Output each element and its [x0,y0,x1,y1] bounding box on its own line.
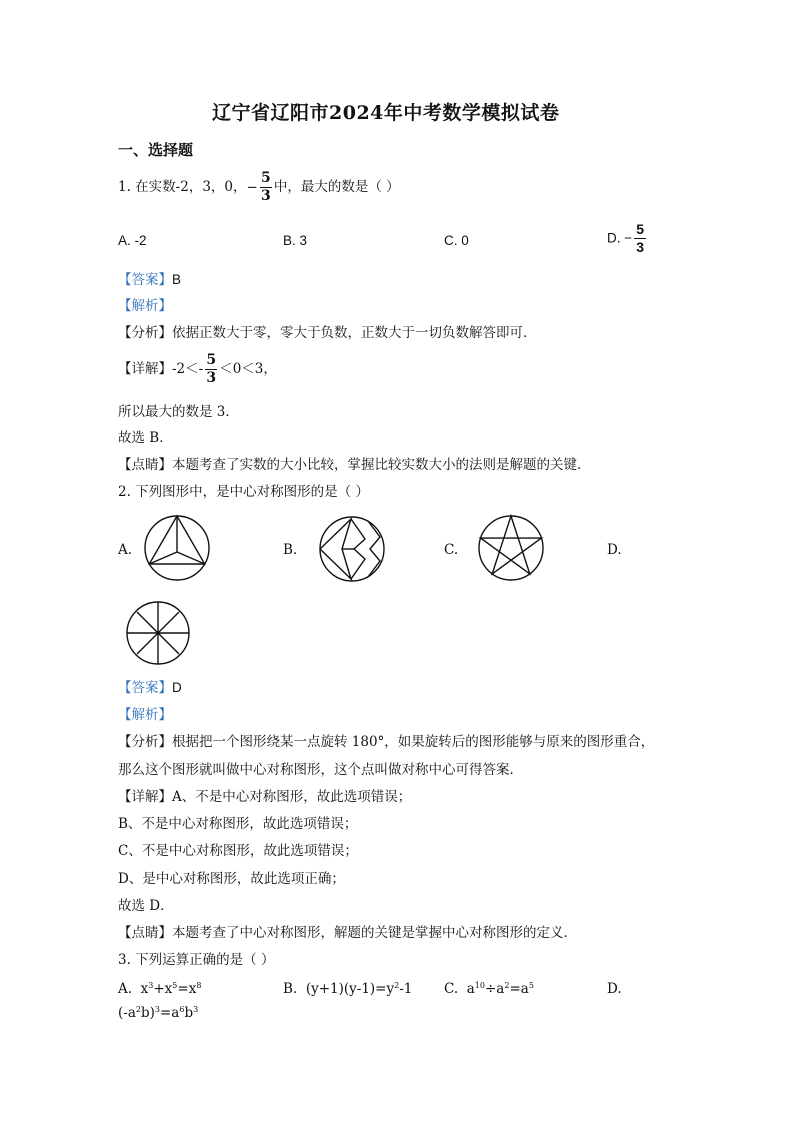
answer-label: 【答案】 [118,680,172,696]
q2-label-c[interactable]: C. [444,542,459,558]
q2-detail-c: C、不是中心对称图形，故此选项错误； [118,843,358,859]
exponent: 2 [394,981,400,990]
q1-comment: 【点睛】本题考查了实数的大小比较，掌握比较实数大小的法则是解题的关键． [118,457,591,473]
expr-part: b) [140,1005,155,1021]
figure-c-star-circle[interactable] [477,514,545,582]
q2-answer [118,679,182,697]
q1-stem-suffix: 中，最大的数是（ ） [273,179,400,195]
exponent: 10 [474,981,485,990]
q2-analysis-line1: 【分析】根据把一个图形绕某一点旋转 180°，如果旋转后的图形能够与原来的图形重合， [118,734,655,750]
fraction-five-thirds [260,171,272,204]
minus-sign: − [624,230,633,246]
q3-option-c[interactable] [444,980,534,998]
page-title: 辽宁省辽阳市2024年中考数学模拟试卷 [212,102,560,124]
fraction-five-thirds [634,222,646,255]
expr-part: =a [509,981,529,997]
q1-analysis: 【分析】依据正数大于零，零大于负数，正数大于一切负数解答即可． [118,325,537,341]
expr-part: =a [160,1005,180,1021]
q3-stem: 3. 下列运算正确的是（ ） [118,952,275,968]
expr-part: a [466,981,475,997]
expr-part: (-a [118,1005,136,1021]
fraction-denominator: 3 [636,239,645,255]
q1-option-b[interactable]: B. 3 [283,233,308,248]
fraction-numerator: 5 [260,170,271,186]
q2-label-a[interactable]: A. [118,542,133,558]
q2-conclusion: 故选 D． [118,898,174,914]
q3-option-a[interactable] [118,980,201,998]
fraction-denominator: 3 [260,188,271,204]
exponent: 6 [179,1005,185,1014]
q1-stem [118,171,400,204]
q2-label-d[interactable]: D. [607,542,622,558]
answer-value: B [172,272,182,287]
q3-option-b[interactable] [283,980,412,998]
q1-detail-suffix: ＜0＜3， [219,361,277,377]
figure-a-triangle-circle[interactable] [143,514,211,582]
expr-part: +x [153,981,173,997]
exponent: 8 [196,981,202,990]
q1-line2: 所以最大的数是 3． [118,404,239,420]
option-label: C. [444,981,459,997]
q1-line3: 故选 B． [118,430,173,446]
fraction-numerator: 5 [206,352,217,368]
fraction-numerator: 5 [636,221,645,237]
expr-part: =x [177,981,197,997]
figure-b-zigzag-circle[interactable] [318,515,386,583]
q3-option-d[interactable] [118,1004,198,1022]
q2-label-b[interactable]: B. [283,542,298,558]
answer-label: 【答案】 [118,272,172,288]
expr-part: b [184,1005,194,1021]
exponent: 3 [148,981,154,990]
option-label: A. [118,981,133,997]
q1-option-d-label: D. [607,230,621,246]
q1-detail-prefix: 【详解】-2＜- [118,361,204,377]
option-label: B. [283,981,298,997]
exponent: 2 [504,981,510,990]
minus-sign: − [246,179,258,196]
exponent: 3 [193,1005,199,1014]
q2-analysis-line2: 那么这个图形就叫做中心对称图形，这个点叫做对称中心可得答案． [118,762,523,778]
q2-detail-b: B、不是中心对称图形，故此选项错误； [118,816,358,832]
q1-option-a[interactable]: A. -2 [118,233,147,248]
q2-detail-a: 【详解】A、不是中心对称图形，故此选项错误； [118,789,412,805]
q1-stem-prefix: 1. 在实数-2，3，0， [118,179,247,195]
q1-option-d[interactable] [607,222,648,255]
figure-d-pinwheel-circle[interactable] [125,600,191,666]
answer-value: D [172,680,182,695]
expr-part: (y+1)(y-1)=y [305,981,395,997]
fraction-denominator: 3 [206,370,217,386]
exponent: 2 [135,1005,141,1014]
exponent: 5 [528,981,534,990]
section-heading: 一、选择题 [118,141,194,159]
q1-answer [118,271,181,289]
q2-detail-d: D、是中心对称图形，故此选项正确； [118,871,345,887]
expr-part: ÷a [484,981,505,997]
q1-jiexi: 【解析】 [118,298,172,314]
q2-comment: 【点睛】本题考查了中心对称图形，解题的关键是掌握中心对称图形的定义． [118,925,577,941]
q1-detail [118,353,277,386]
q3-option-d-label[interactable]: D. [607,981,622,997]
exponent: 5 [172,981,178,990]
expr-part: x [140,981,149,997]
q2-stem: 2. 下列图形中，是中心对称图形的是（ ） [118,484,369,500]
exponent: 3 [154,1005,160,1014]
q1-option-c[interactable]: C. 0 [444,233,469,248]
expr-part: -1 [399,981,413,997]
q2-jiexi: 【解析】 [118,707,172,723]
fraction-five-thirds [205,353,217,386]
